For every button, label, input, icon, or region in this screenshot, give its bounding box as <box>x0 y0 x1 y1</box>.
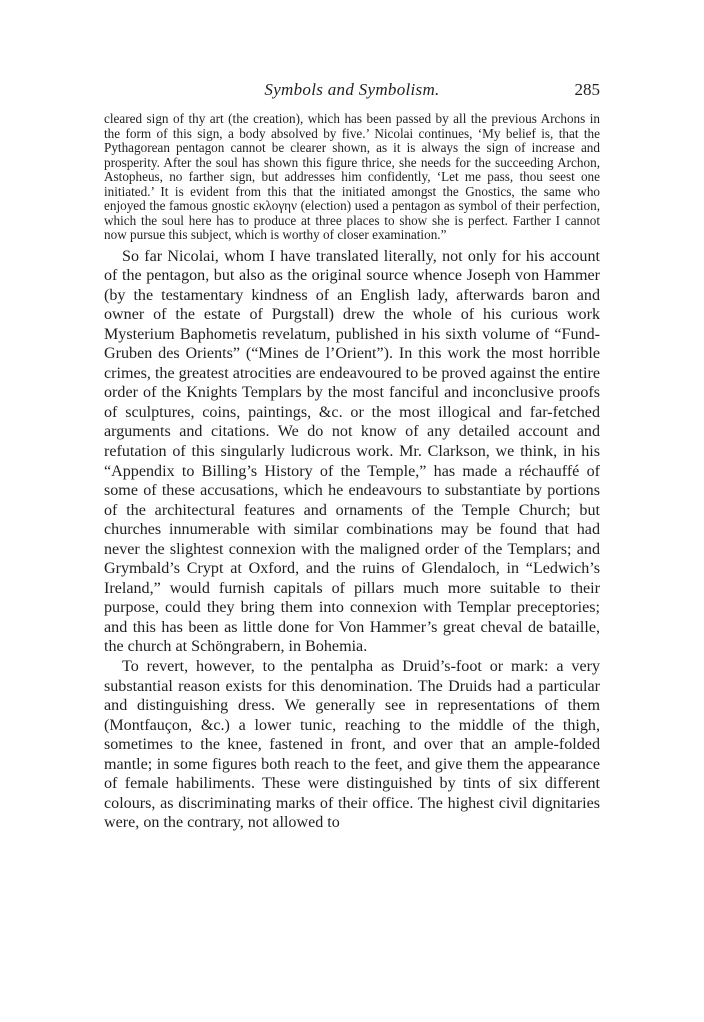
block-quote <box>104 112 600 243</box>
running-title: Symbols and Symbolism. <box>264 80 440 99</box>
paragraph-druids: To revert, however, to the pentalpha as Druid’s-foot or mark: a very substantial reason exists for this denomination. The Druids had a particular and distinguishing dress. We generally see in representations of them (Montfauçon, &c.) a lower tunic, reaching to the middle of the thigh, sometimes to the knee, fastened in front, and over that an ample-folded mantle; in some figures both reach to the feet, and give them the appearance of female habiliments. These were distinguished by tints of six different colours, as discriminating marks of their office. The highest civil dignitaries were, on the contrary, not allowed to <box>104 657 600 832</box>
page-number: 285 <box>574 80 600 99</box>
main-text <box>104 247 600 833</box>
page-body <box>104 112 600 833</box>
paragraph-nicolai: So far Nicolai, whom I have translated literally, not only for his account of the pentagon, but also as the original source whence Joseph von Hammer (by the testamentary kindness of an English lady, afterwards baron and owner of the estate of Purgstall) drew the whole of his curious work Mysterium Baphometis revelatum, published in his sixth volume of “Fund-Gruben des Orients” (“Mines de l’Orient”). In this work the most horrible crimes, the greatest atrocities are endeavoured to be proved against the entire order of the Knights Templars by the most fanciful and inconclusive proofs of sculptures, coins, paintings, &c. or the most illogical and far-fetched arguments and citations. We do not know of any detailed account and refutation of this singularly ludicrous work. Mr. Clarkson, we think, in his “Appendix to Billing’s History of the Temple,” has made a réchauffé of some of these accusations, which he endeavours to substantiate by portions of the architectural features and ornaments of the Temple Church; but churches innumerable with similar combinations may be found that had never the slightest connexion with the maligned order of the Templars; and Grymbald’s Crypt at Oxford, and the ruins of Glendaloch, in “Ledwich’s Ireland,” would furnish capitals of pillars much more suitable to their purpose, could they bring them into connexion with Templar preceptories; and this has been as little done for Von Hammer’s great cheval de bataille, the church at Schöngrabern, in Bohemia. <box>104 247 601 656</box>
page-header <box>104 80 600 102</box>
quote-paragraph: cleared sign of thy art (the creation), which has been passed by all the previous Archons in the form of this sign, a body absolved by five.’ Nicolai continues, ‘My belief is, that the Pythagorean pentagon cannot be clearer shown, as it is always the sign of increase and prosperity. After the soul has shown this figure thrice, she needs for the succeeding Archon, Astopheus, no farther sign, but addresses him confidently, ‘Let me pass, thou seest one initiated.’ It is evident from this that the initiated amongst the Gnostics, the same who enjoyed the famous gnostic εκλογην (election) used a pentagon as symbol of their perfection, which the soul here has to produce at three places to show she is perfect. Farther I cannot now pursue this subject, which is worthy of closer examination.” <box>104 111 600 242</box>
